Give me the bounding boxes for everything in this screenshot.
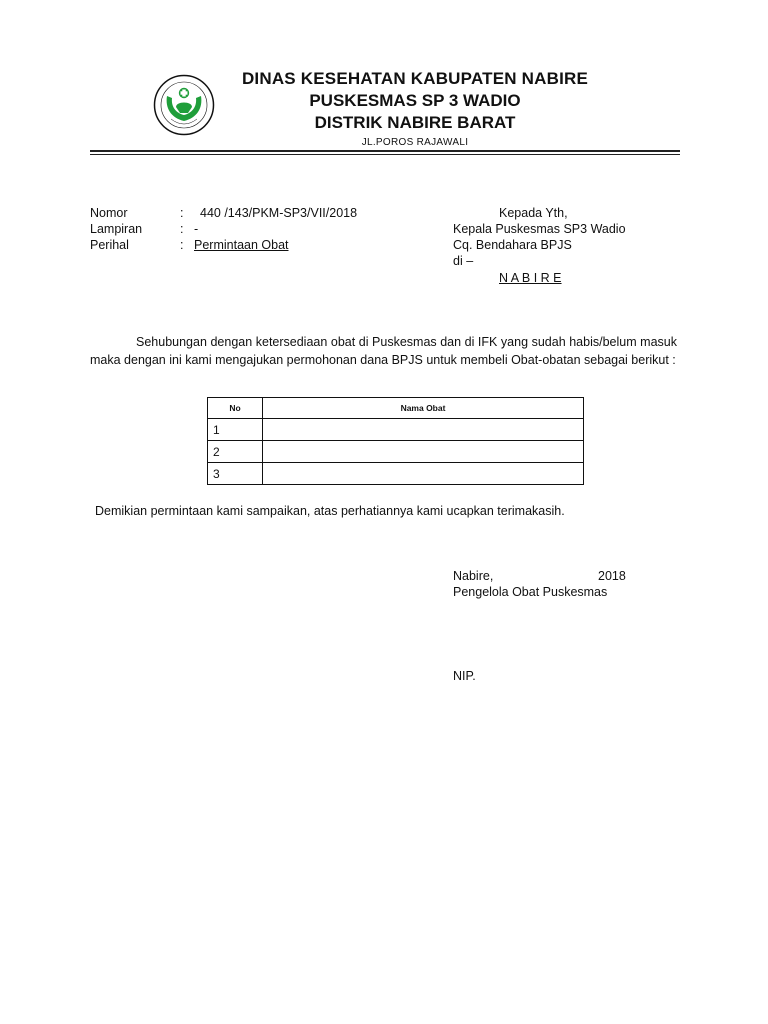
recipient-city: N A B I R E	[499, 271, 562, 285]
medicine-table	[207, 397, 584, 485]
header-rule-thin	[90, 154, 680, 155]
table-row	[208, 441, 584, 463]
nomor-separator: :	[180, 206, 184, 220]
table-header-row	[208, 398, 584, 419]
bakti-husada-logo-icon	[153, 74, 215, 136]
agency-name: DINAS KESEHATAN KABUPATEN NABIRE	[241, 69, 589, 88]
signature-year: 2018	[598, 569, 626, 583]
header-rule-thick	[90, 150, 680, 152]
perihal-label: Perihal	[90, 238, 129, 252]
lampiran-separator: :	[180, 222, 184, 236]
signature-place: Nabire,	[453, 569, 494, 583]
recipient-line1: Kepala Puskesmas SP3 Wadio	[453, 222, 626, 236]
column-header-nama-obat: Nama Obat	[263, 398, 584, 419]
lampiran-value: -	[194, 222, 199, 236]
lampiran-label: Lampiran	[90, 222, 143, 236]
row-nama-obat	[263, 463, 584, 485]
clinic-name: PUSKESMAS SP 3 WADIO	[309, 91, 521, 110]
closing-sentence: Demikian permintaan kami sampaikan, atas perhatiannya kami ucapkan terimakasih.	[95, 504, 565, 518]
table-row	[208, 419, 584, 441]
row-no: 1	[208, 419, 263, 441]
row-no: 3	[208, 463, 263, 485]
table-row	[208, 463, 584, 485]
body-paragraph-text: Sehubungan dengan ketersediaan obat di Puskesmas dan di IFK yang sudah habis/belum masuk maka dengan ini kami mengajukan permohonan dana BPJS untuk membeli Obat-obatan sebagai berikut :	[90, 335, 677, 367]
district-name: DISTRIK NABIRE BARAT	[314, 113, 516, 132]
signature-nip: NIP.	[453, 669, 476, 683]
column-header-no: No	[208, 398, 263, 419]
recipient-greeting: Kepada Yth,	[499, 206, 568, 220]
nomor-label: Nomor	[90, 206, 128, 220]
nomor-value: 440 /143/PKM-SP3/VII/2018	[200, 206, 358, 220]
row-nama-obat	[263, 441, 584, 463]
row-nama-obat	[263, 419, 584, 441]
address: JL.POROS RAJAWALI	[361, 137, 469, 148]
signature-title: Pengelola Obat Puskesmas	[453, 585, 608, 599]
perihal-value: Permintaan Obat	[194, 238, 289, 252]
recipient-line2: Cq. Bendahara BPJS	[453, 238, 572, 252]
letterhead	[220, 68, 610, 150]
perihal-separator: :	[180, 238, 184, 252]
body-paragraph	[90, 333, 677, 369]
row-no: 2	[208, 441, 263, 463]
recipient-line3: di –	[453, 254, 474, 268]
